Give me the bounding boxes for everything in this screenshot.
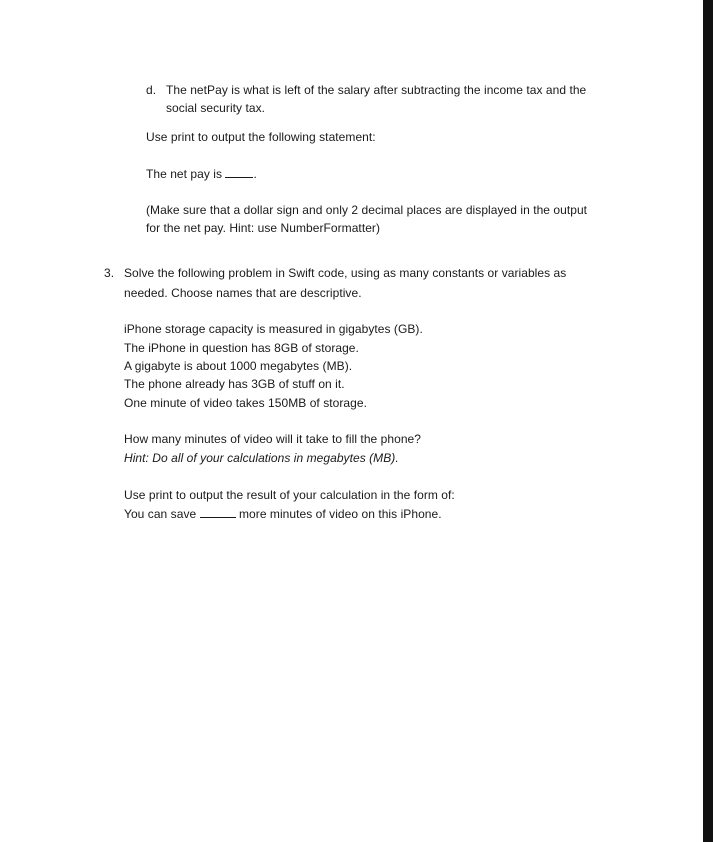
fact-line: The iPhone in question has 8GB of storage.	[124, 341, 359, 355]
net-pay-blank	[225, 166, 253, 178]
output-template	[124, 506, 442, 522]
fact-line: iPhone storage capacity is measured in gigabytes (GB).	[124, 322, 423, 336]
hint-line: Hint: Do all of your calculations in megabytes (MB).	[124, 451, 399, 465]
output-prefix: You can save	[124, 507, 197, 521]
item-3-intro-line-2: needed. Choose names that are descriptive.	[124, 286, 362, 300]
fact-line: The phone already has 3GB of stuff on it.	[124, 377, 345, 391]
fact-line: A gigabyte is about 1000 megabytes (MB).	[124, 359, 353, 373]
net-pay-statement-suffix: .	[253, 167, 257, 181]
output-suffix: more minutes of video on this iPhone.	[239, 507, 442, 521]
item-d-note-line-1: (Make sure that a dollar sign and only 2 decimal places are displayed in the output	[146, 203, 588, 217]
item-d-note-line-2: for the net pay. Hint: use NumberFormatter)	[146, 221, 381, 235]
output-instruction: Use print to output the result of your calculation in the form of:	[124, 488, 455, 502]
page-edge-border	[703, 0, 713, 842]
item-d-marker: d.	[146, 83, 157, 97]
net-pay-statement	[146, 166, 257, 182]
item-3-intro-line-1: Solve the following problem in Swift code, using as many constants or variables as	[124, 266, 567, 280]
item-3-marker: 3.	[104, 266, 115, 280]
fact-line: One minute of video takes 150MB of storage.	[124, 396, 367, 410]
item-d-line-2: social security tax.	[166, 101, 266, 115]
output-blank	[200, 506, 236, 518]
net-pay-statement-prefix: The net pay is	[146, 167, 223, 181]
item-d-print-instruction: Use print to output the following statement:	[146, 130, 376, 144]
item-d-line-1: The netPay is what is left of the salary after subtracting the income tax and the	[166, 83, 587, 97]
question-line: How many minutes of video will it take to fill the phone?	[124, 432, 421, 446]
